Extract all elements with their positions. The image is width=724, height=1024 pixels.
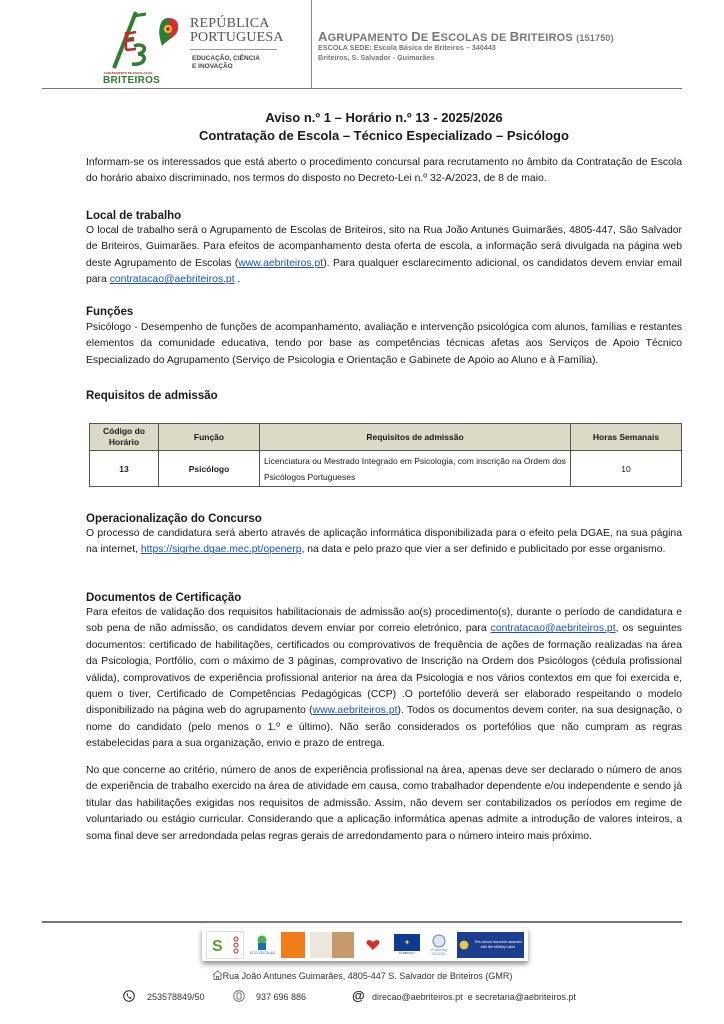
header-horizontal-divider	[42, 88, 682, 89]
school-title-part: D	[411, 29, 421, 44]
orange-badge	[281, 932, 305, 958]
website-link[interactable]: www.aebriteiros.pt	[312, 705, 398, 717]
local-text: ). Para qualquer esclarecimento adicional, os candidatos devem enviar email para	[86, 257, 682, 286]
section-heading-requisitos: Requisitos de admissão	[86, 390, 218, 402]
footer-address	[0, 970, 724, 982]
school-title-part: RITEIROS	[519, 32, 573, 44]
col-header-requisitos: Requisitos de admissão	[260, 424, 571, 451]
table-header-row	[90, 424, 682, 451]
republica-divider	[190, 49, 277, 50]
col-header-codigo: Código do Horário	[90, 424, 159, 451]
local-text: .	[234, 274, 241, 286]
cell-codigo: 13	[90, 451, 159, 487]
address-text: Rua João Antunes Guimarães, 4805-447 S. Salvador de Briteiros (GMR)	[222, 971, 513, 981]
esafety-medal-icon	[459, 937, 469, 953]
school-title	[318, 29, 614, 44]
operacionalizacao-text: , na data e pelo prazo que vier a ser definido e publicitado por esse organismo.	[301, 544, 666, 556]
contratacao-email-link[interactable]: contratacao@aebriteiros.pt	[109, 274, 235, 286]
aeb-name: BRITEIROS	[103, 75, 161, 86]
email-at-icon: @	[352, 988, 365, 1003]
etwinning-badge	[426, 932, 452, 958]
erasmus-label: Erasmus+	[399, 951, 416, 955]
republica-sub1: EDUCAÇÃO, CIÊNCIA	[192, 55, 260, 62]
section-heading-operacionalizacao: Operacionalização do Concurso	[86, 513, 262, 525]
website-link[interactable]: www.aebriteiros.pt	[238, 257, 324, 269]
phone-icon	[123, 990, 135, 1004]
local-paragraph	[86, 223, 682, 289]
school-title-part: E	[431, 29, 441, 44]
school-title-part: SCOLAS DE	[440, 32, 510, 44]
documentos-text: Para efeitos de validação dos requisitos habilitacionais de admissão ao(s) procedimento(s), durante o período de candidatura e sob pena de não admissão, os candidatos devem enviar por correio eletrónico, para	[86, 607, 682, 635]
operacionalizacao-text: O processo de candidatura será aberto através de aplicação informática disponibilizada para o efeito pela DGAE, na sua página na internet,	[86, 528, 682, 556]
local-text: O local de trabalho será o Agrupamento de Escolas de Briteiros, sito na Rua João Antunes Guimarães, 4805-447, São Salvador de Briteiros, Guimarães. Para efeitos de acompanhamento desta oferta de escola, a informação será divulgada na página web deste Agrupamento de Escolas (	[86, 225, 682, 269]
funcoes-paragraph: Psicólogo - Desempenho de funções de acompanhamento, avaliação e intervenção psicológica com alunos, famílias e restantes elementos da comunidade educativa, tendo por base as competências técnicas afetas aos Serviços de Apoio Técnico Especializado do Agrupamento (Serviço de Psicologia e Orientação e Gabinete de Apoio ao Aluno e à Família).	[86, 322, 682, 366]
email-addresses: direcao@aebriteiros.pt e secretaria@aebriteiros.pt	[372, 992, 576, 1002]
school-location: Briteiros, S. Salvador - Guimarães	[318, 53, 435, 62]
notice-title: Aviso n.º 1 – Horário n.º 13 - 2025/2026	[265, 110, 503, 125]
mobile-number: 937 696 886	[256, 992, 307, 1002]
eu-flag-icon: ✦	[394, 934, 420, 951]
school-sede: ESCOLA SEDE: Escola Básica de Briteiros – 340443	[318, 43, 496, 52]
operacionalizacao-paragraph	[86, 526, 682, 559]
table-row	[90, 451, 682, 487]
documentos-text: ). Todos os documentos devem conter, na sua designação, o nome do candidato (pelo menos o 1.º e último). Não serão considerados os portefólios que não cumpram as regras estabelecidas para a sua organização, envio e prazo de entrega.	[86, 705, 682, 750]
phone-number: 253578849/50	[147, 992, 205, 1002]
esafety-label: This school has been awarded with the eSafety Label	[474, 939, 522, 949]
notice-subtitle: Contratação de Escola – Técnico Especializado – Psicólogo	[199, 128, 569, 143]
school-code: (151750)	[576, 33, 614, 43]
mobile-icon	[233, 990, 245, 1004]
esafety-badge	[457, 932, 524, 958]
documentos-text: , os seguintes documentos: certificado de habilitações, certificados ou comprovativos de frequência de ações de formação realizadas na área da Psicologia, Portfólio, com o máximo de 3 páginas, comprovativo de Inscrição na Ordem dos Psicólogos (cédula profissional válida), comprovativos de experiência profissional anterior na área da Psicologia e nos vários contextos em que foi exercida e, quem o tiver, Certificado de Competências Pedagógicas (CCP) .O portefólio deverá ser elaborado respeitando o modelo disponibilizado na página web do agrupamento (	[86, 623, 682, 717]
cell-horas: 10	[571, 451, 682, 487]
selo-escola-badge	[206, 931, 244, 959]
cell-funcao: Psicólogo	[159, 451, 260, 487]
footer-divider	[42, 921, 682, 923]
col-header-funcao: Função	[159, 424, 260, 451]
section-heading-documentos: Documentos de Certificação	[86, 592, 242, 604]
republica-flag-icon	[158, 17, 180, 47]
requirements-table	[89, 423, 682, 487]
republica-title	[190, 17, 284, 45]
republica-line1: REPÚBLICA	[190, 16, 270, 31]
documentos-paragraph	[86, 605, 682, 753]
republica-subtitle	[192, 55, 260, 71]
republica-line2: PORTUGUESA	[190, 30, 284, 45]
home-icon	[212, 970, 223, 982]
heart-badge	[359, 932, 389, 958]
sigrhe-link[interactable]: https://sigrhe.dgae.mec.pt/openerp	[140, 544, 302, 556]
stamps-badge	[310, 932, 354, 958]
etwinning-label: eTwinning SCHOOL	[430, 947, 447, 956]
aeb-logo-mark-icon	[108, 10, 148, 72]
criterio-paragraph: No que concerne ao critério, número de anos de experiência profissional na área, apenas deve ser declarado o número de anos de experiência de trabalho exercido na área de atividade em causa, como trabalhador dependente e/ou independente e sendo já titular das habilitações exigidas nos requisitos de admissão. Assim, não devem ser contabilizados os períodos em regime de voluntariado ou estágio curricular. Considerando que a aplicação informática apenas admite a introdução de valores inteiros, a soma final deve ser arredondada pelas regras gerais de arredondamento para o número inteiro mais próximo.	[86, 765, 682, 842]
eco-escolas-label: ECO-ESCOLAS	[249, 950, 276, 955]
eco-escolas-badge	[249, 932, 277, 958]
school-title-part: B	[509, 29, 520, 44]
col-header-horas: Horas Semanais	[571, 424, 682, 451]
header-vertical-divider	[311, 0, 312, 88]
aeb-caption: AGRUPAMENTO DE ESCOLAS DE	[103, 71, 153, 75]
republica-sub2: E INOVAÇÃO	[192, 63, 233, 70]
school-title-part: A	[318, 29, 328, 44]
partner-badges	[202, 928, 528, 961]
intro-paragraph: Informam-se os interessados que está aberto o procedimento concursal para recrutamento no âmbito da Contratação de Escola do horário abaixo discriminado, nos termos do disposto no Decreto-Lei n.º 32-A/2023, de 8 de maio.	[86, 157, 682, 185]
school-title-part: E	[420, 32, 432, 44]
cell-requisitos: Licenciatura ou Mestrado Integrado em Psicologia, com inscrição na Ordem dos Psicólogos Portugueses	[260, 451, 571, 487]
erasmus-badge	[393, 932, 421, 958]
contratacao-email-link[interactable]: contratacao@aebriteiros.pt	[490, 623, 616, 635]
school-title-part: GRUPAMENTO	[327, 32, 412, 44]
section-heading-local: Local de trabalho	[86, 210, 182, 222]
svg-text:S: S	[211, 937, 223, 955]
section-heading-funcoes: Funções	[86, 306, 134, 318]
